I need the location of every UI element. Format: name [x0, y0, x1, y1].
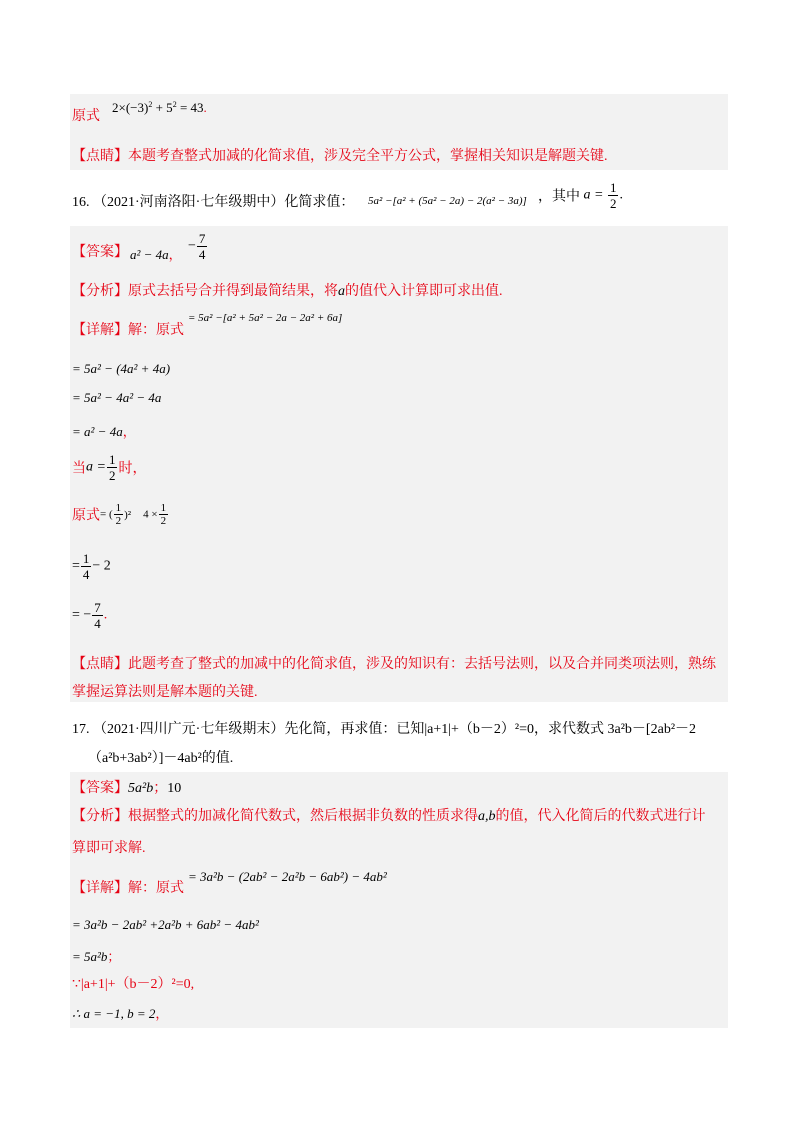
q17-step-3: = 5a²b；	[72, 949, 121, 964]
q17-step-5: ∴ a = −1, b = 2，	[72, 1006, 169, 1021]
question-number: 16.	[72, 195, 90, 210]
question-number: 17.	[72, 722, 90, 737]
q17-detail: 【详解】解：原式	[72, 881, 184, 896]
q16-answer	[72, 244, 128, 262]
answer-tag: 【答案】	[72, 781, 128, 796]
q16-detail: 【详解】解：原式	[72, 323, 184, 338]
answer-tag: 【答案】	[72, 245, 128, 260]
question-source: （2021·四川广元·七年级期末）先化简，再求值：已知|a+1|+（b－2）²=0，求代数式 3a²b－[2ab²－2	[93, 722, 697, 737]
q16-when-line: 当a = $\frac{1}{2}$ 时，	[72, 452, 147, 483]
q16-question	[72, 194, 354, 212]
q17-step-4: ∵|a+1|+（b－2）²=0,	[72, 977, 195, 992]
q17-question	[72, 721, 696, 739]
q16-tip-line-2: 掌握运算法则是解本题的关键.	[72, 685, 258, 700]
tip-tag: 【点睛】	[72, 149, 128, 164]
q15-tip	[72, 148, 608, 166]
q15-result-line	[72, 108, 100, 126]
q16-substitute-line: 原式= ( $\frac{1}{2}$ )² 4 × $\frac{1}{2}$	[72, 502, 167, 527]
q15-result-expr: $2\times(-3)^2 + 5^2 = 43$.	[112, 100, 207, 115]
q17-analysis: 【分析】根据整式的加减化简代数式，然后根据非负数的性质求得a,b的值，代入化简后的代数式进行计	[72, 809, 706, 824]
q17-step-2: = 3a²b − 2ab² +2a²b + 6ab² − 4ab²	[72, 917, 259, 932]
q17-question-line-2: （a²b+3ab²）]－4ab²的值.	[88, 751, 234, 766]
q16-expression: 5a² −[a² + (5a² − 2a) − 2(a² − 3a)]	[368, 195, 527, 207]
q17-analysis-line-2: 算即可求解.	[72, 841, 146, 856]
q17-answer: 【答案】5a²b；10	[72, 781, 182, 796]
q16-condition: ，其中 a = $\frac{1}{2}$ .	[538, 180, 623, 211]
q16-analysis: 【分析】原式去括号合并得到最简结果，将a的值代入计算即可求出值.	[72, 284, 503, 299]
q16-step-1: = 5a² −[a² + 5a² − 2a − 2a² + 6a]	[188, 312, 343, 324]
q16-answer-expr: a² − 4a，	[130, 247, 182, 262]
q16-step-3: = 5a² − 4a² − 4a	[72, 390, 162, 405]
tip-tag: 【点睛】	[72, 657, 128, 672]
analysis-tag: 【分析】	[72, 284, 128, 299]
question-source: （2021·河南洛阳·七年级期中）化简求值：	[93, 195, 355, 210]
q16-step-6: = $\frac{1}{4}$ − 2	[72, 551, 111, 582]
q16-answer-value: − $\frac{7}{4}$	[188, 231, 206, 262]
q16-step-7: = − $\frac{7}{4}$ .	[72, 600, 108, 631]
q17-step-1: = 3a²b − (2ab² − 2a²b − 6ab²) − 4ab²	[188, 869, 387, 884]
q16-tip: 【点睛】此题考查了整式的加减中的化简求值，涉及的知识有：去括号法则，以及合并同类项法则，熟练	[72, 657, 716, 672]
fraction-one-half: $\frac{1}{2}$	[609, 180, 617, 211]
analysis-tag: 【分析】	[72, 809, 128, 824]
q16-step-4: = a² − 4a，	[72, 424, 136, 439]
q16-step-2: = 5a² − (4a² + 4a)	[72, 361, 171, 376]
tip-text: 本题考查整式加减的化简求值，涉及完全平方公式，掌握相关知识是解题关键.	[128, 149, 608, 164]
detail-tag: 【详解】	[72, 881, 128, 896]
detail-tag: 【详解】	[72, 323, 128, 338]
q15-result-prefix: 原式	[72, 109, 100, 124]
